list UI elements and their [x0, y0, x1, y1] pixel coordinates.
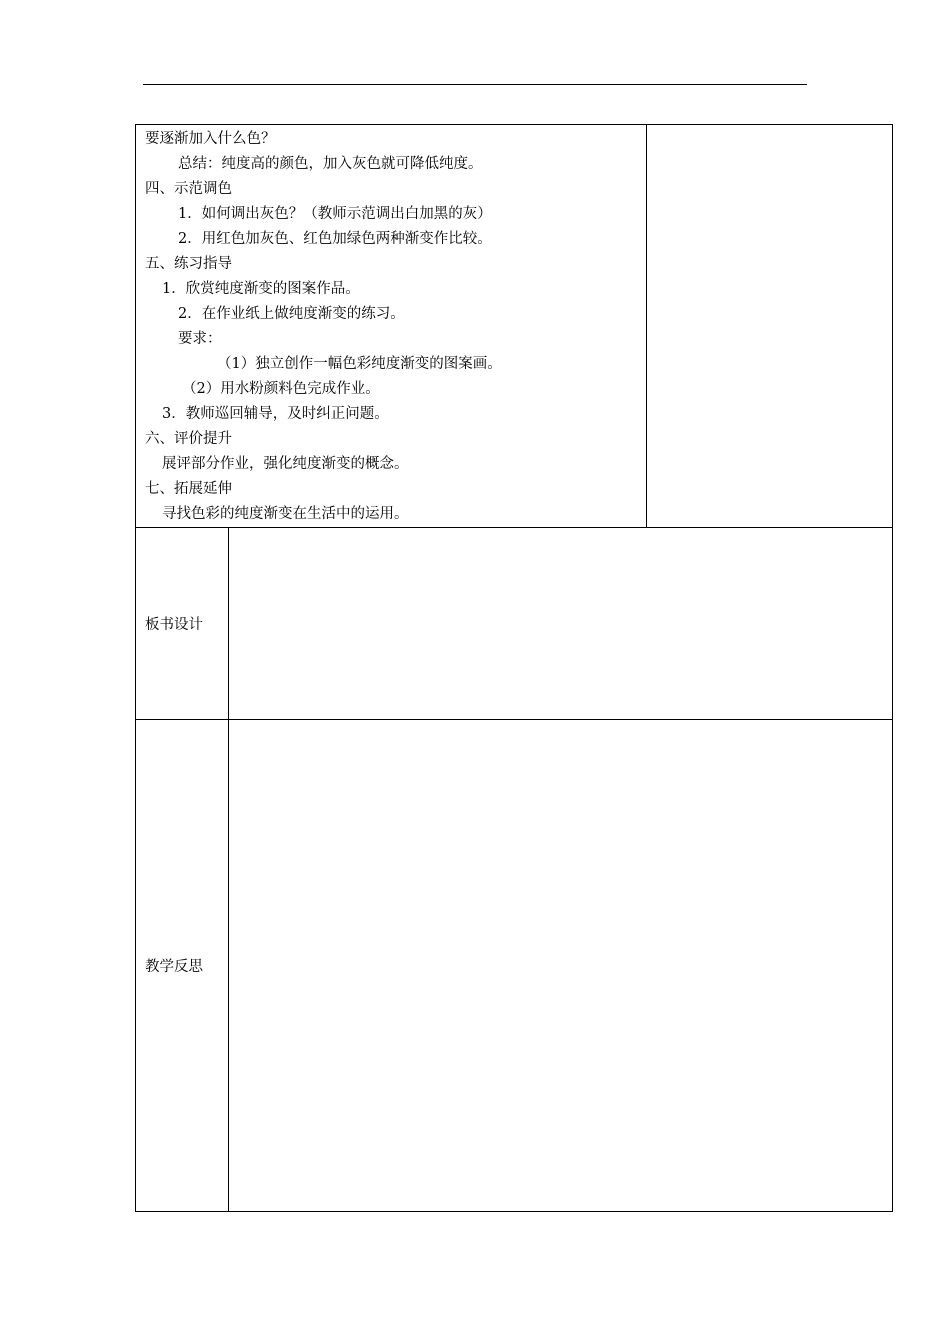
section-heading: 六、评价提升	[145, 431, 232, 447]
process-line: 1．欣赏纯度渐变的图案作品。	[162, 281, 360, 297]
teaching-process-cell	[136, 125, 647, 528]
board-design-row	[136, 528, 893, 720]
notes-cell	[647, 125, 893, 528]
process-line: 2．在作业纸上做纯度渐变的练习。	[178, 306, 405, 322]
teaching-process-row	[136, 125, 893, 528]
process-line: 要求：	[178, 331, 222, 347]
header-rule	[143, 84, 807, 85]
process-line: 总结：纯度高的颜色，加入灰色就可降低纯度。	[178, 156, 483, 172]
process-line: 展评部分作业，强化纯度渐变的概念。	[162, 456, 409, 472]
lesson-plan-table	[135, 124, 893, 1212]
process-line: 寻找色彩的纯度渐变在生活中的运用。	[162, 506, 409, 522]
section-heading: 五、练习指导	[145, 256, 232, 272]
teaching-reflection-row	[136, 720, 893, 1212]
teaching-reflection-label: 教学反思	[136, 720, 229, 1212]
section-heading: 七、拓展延伸	[145, 481, 232, 497]
teaching-reflection-cell	[229, 720, 893, 1212]
board-design-label: 板书设计	[136, 528, 229, 720]
process-line: 要逐渐加入什么色？	[145, 131, 276, 147]
process-line: 3．教师巡回辅导，及时纠正问题。	[162, 406, 389, 422]
process-line: 2．用红色加灰色、红色加绿色两种渐变作比较。	[178, 231, 492, 247]
section-heading: 四、示范调色	[145, 181, 232, 197]
process-line: （1）独立创作一幅色彩纯度渐变的图案画。	[217, 356, 502, 372]
process-line: （2）用水粉颜料色完成作业。	[182, 381, 380, 397]
process-line: 1．如何调出灰色？（教师示范调出白加黑的灰）	[178, 206, 492, 222]
board-design-cell	[229, 528, 893, 720]
